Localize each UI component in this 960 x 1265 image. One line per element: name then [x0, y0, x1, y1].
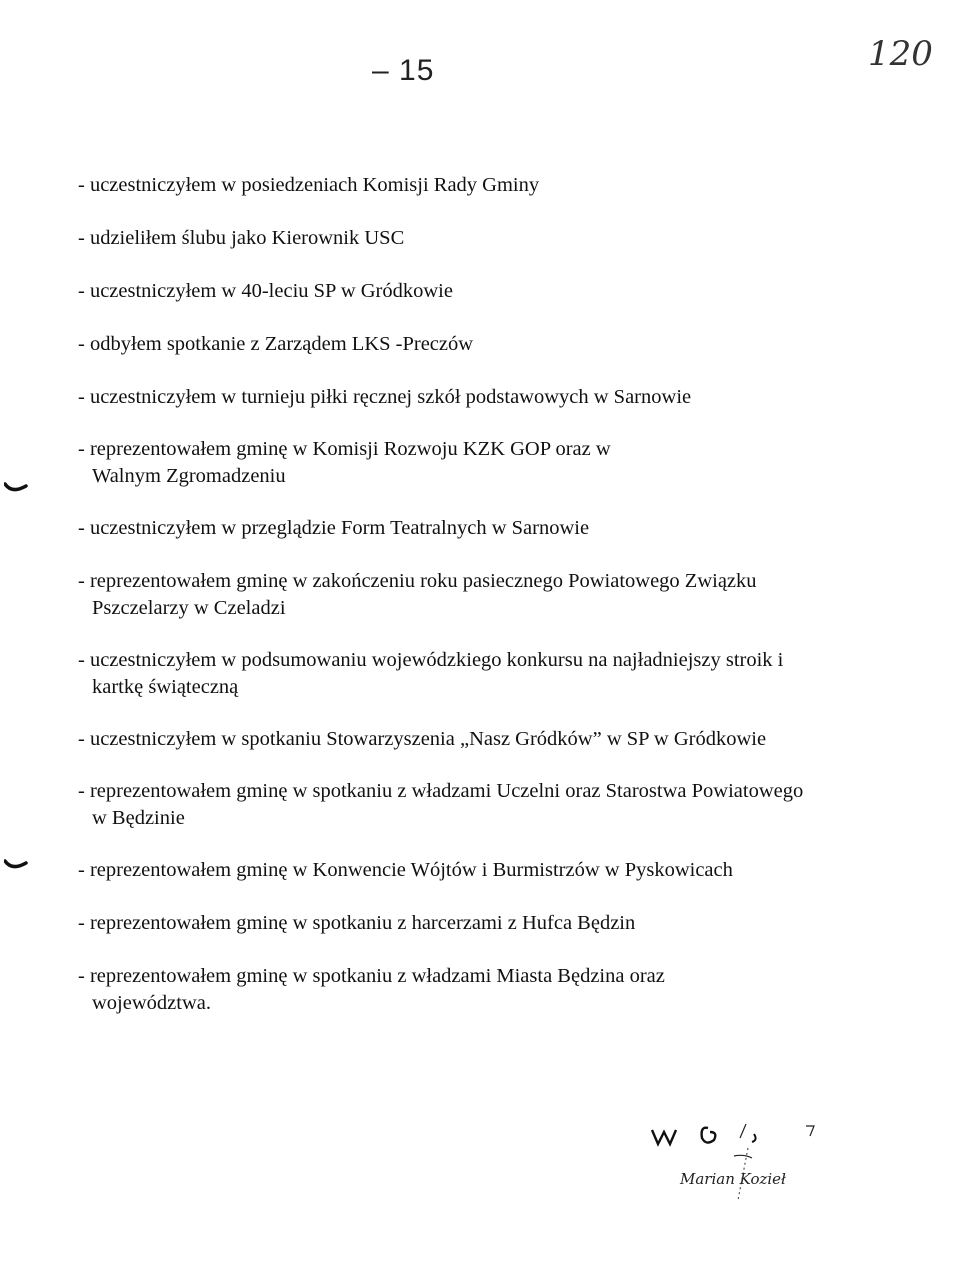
activity-list: [78, 172, 878, 1017]
list-item: [78, 857, 878, 884]
list-item: [78, 647, 812, 701]
list-item: [78, 963, 772, 1017]
page-number-handwritten: – 15: [372, 54, 435, 87]
list-item-text: - reprezentowałem gminę w spotkaniu z harcerzami z Hufca Będzin: [78, 912, 636, 934]
list-item: [78, 384, 702, 411]
list-item: [78, 172, 878, 199]
list-item-text: - uczestniczyłem w 40-leciu SP w Gródkowie: [78, 280, 453, 302]
list-item-text: - uczestniczyłem w spotkaniu Stowarzyszenia „Nasz Gródków” w SP w Gródkowie: [78, 728, 767, 750]
list-item-text: - uczestniczyłem w posiedzeniach Komisji Rady Gminy: [78, 174, 540, 196]
list-item: [78, 278, 878, 305]
list-item-text: - udzieliłem ślubu jako Kierownik USC: [78, 227, 405, 249]
signature-name: Marian Kozieł: [680, 1170, 786, 1188]
list-item-text: - uczestniczyłem w przeglądzie Form Teatralnych w Sarnowie: [78, 517, 590, 539]
list-item: [78, 331, 878, 358]
signature-scribble: [648, 1118, 828, 1208]
check-mark-icon: [4, 480, 30, 498]
list-item: [78, 436, 632, 490]
list-item: [78, 515, 878, 542]
archive-page-number: 120: [868, 34, 933, 74]
list-item-text: - reprezentowałem gminę w Komisji Rozwoju KZK GOP oraz w Walnym Zgromadzeniu: [78, 438, 611, 487]
list-item: [78, 225, 878, 252]
list-item-text: - odbyłem spotkanie z Zarządem LKS -Preczów: [78, 333, 474, 355]
list-item-text: - reprezentowałem gminę w spotkaniu z władzami Miasta Będzina oraz województwa.: [78, 965, 665, 1014]
list-item: [78, 568, 792, 622]
list-item-text: - reprezentowałem gminę w spotkaniu z władzami Uczelni oraz Starostwa Powiatowego w Będzinie: [78, 780, 804, 829]
list-item: [78, 726, 772, 753]
list-item-text: - reprezentowałem gminę w Konwencie Wójtów i Burmistrzów w Pyskowicach: [78, 859, 733, 881]
check-mark-icon: [4, 857, 30, 875]
list-item: [78, 910, 878, 937]
list-item-text: - uczestniczyłem w podsumowaniu wojewódzkiego konkursu na najładniejszy stroik i kartkę świąteczną: [78, 649, 784, 698]
list-item-text: - reprezentowałem gminę w zakończeniu roku pasiecznego Powiatowego Związku Pszczelarzy w Czeladzi: [78, 570, 757, 619]
list-item-text: - uczestniczyłem w turnieju piłki ręcznej szkół podstawowych w Sarnowie: [78, 386, 692, 408]
list-item: [78, 778, 812, 832]
